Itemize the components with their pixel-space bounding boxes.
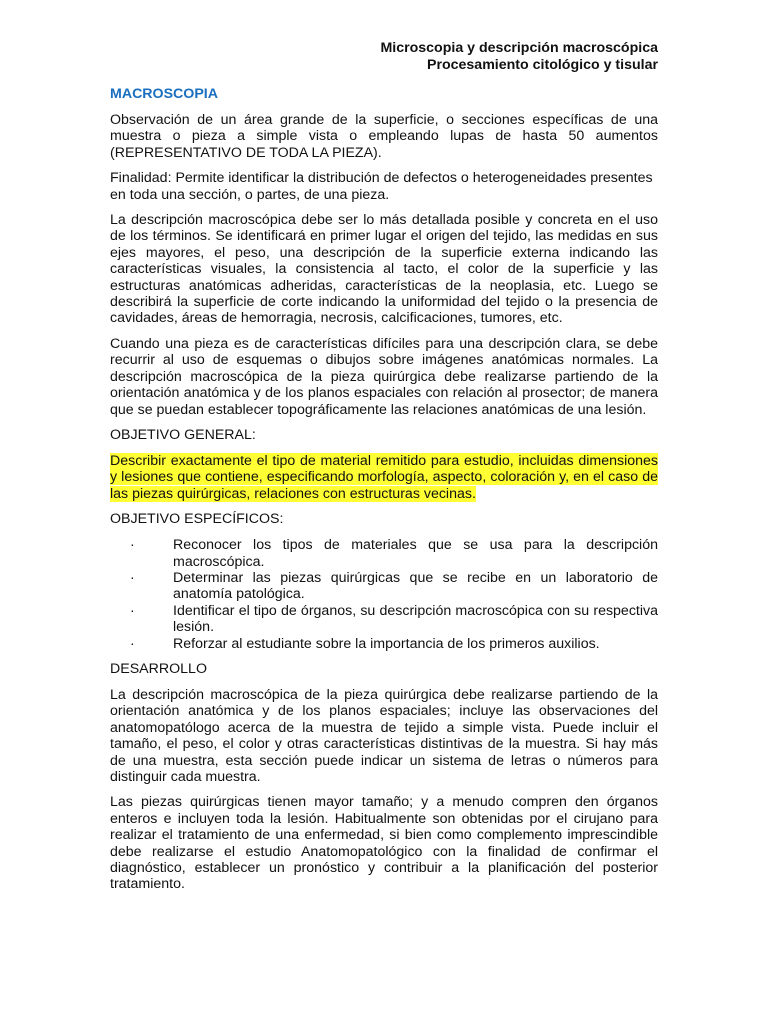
list-item-text: Reforzar al estudiante sobre la importancia de los primeros auxilios. bbox=[173, 635, 600, 652]
bullet-icon: · bbox=[130, 602, 135, 619]
list-item bbox=[110, 636, 658, 652]
list-item-text: Determinar las piezas quirúrgicas que se recibe en un laboratorio de anatomía patológica. bbox=[173, 569, 658, 603]
header-title-line-2: Procesamiento citológico y tisular bbox=[426, 57, 658, 73]
bullet-icon: · bbox=[130, 537, 135, 554]
bullet-icon: · bbox=[130, 569, 135, 586]
document-page bbox=[110, 40, 658, 902]
document-header bbox=[110, 40, 658, 74]
highlighted-text: Describir exactamente el tipo de material remitido para estudio, incluidas dimensiones y lesiones que contiene, especificando morfología, aspecto, coloración y, en el caso de las piezas quirúrgicas, relaciones con estructuras vecinas. bbox=[110, 452, 658, 502]
objetivos-especificos-heading: OBJETIVO ESPECÍFICOS: bbox=[110, 511, 284, 528]
list-item bbox=[110, 603, 658, 636]
paragraph-descripcion: La descripción macroscópica debe ser lo más detallada posible y concreta en el uso de los términos. Se identificará en primer lugar el origen del tejido, las medidas en sus ejes mayores, el peso, una descripción de la superficie externa indicando las características visuales, la consistencia al tacto, el color de la superficie y las estructuras anatómicas adheridas, características de la neoplasia, etc. Luego se describirá la superficie de corte indicando la uniformidad del tejido o la presencia de cavidades, áreas de hemorragia, necrosis, calcificaciones, tumores, etc. bbox=[110, 212, 658, 327]
objetivo-general-text bbox=[110, 453, 658, 502]
header-title-line-1: Microscopia y descripción macroscópica bbox=[380, 40, 658, 56]
paragraph-esquemas: Cuando una pieza es de características difíciles para una descripción clara, se debe recurrir al uso de esquemas o dibujos sobre imágenes anatómicas normales. La descripción macroscópica de la pieza quirúrgica debe realizarse partiendo de la orientación anatómica y de los planos espaciales con relación al prosector; de manera que se puedan establecer topográficamente las relaciones anatómicas de una lesión. bbox=[110, 335, 658, 418]
list-item bbox=[110, 570, 658, 603]
section-title: MACROSCOPIA bbox=[110, 86, 218, 102]
objetivos-especificos-list bbox=[110, 537, 658, 652]
paragraph-definition: Observación de un área grande de la superficie, o secciones específicas de una muestra o pieza a simple vista o empleando lupas de hasta 50 aumentos (REPRESENTATIVO DE TODA LA PIEZA). bbox=[110, 112, 658, 161]
paragraph-desarrollo-1: La descripción macroscópica de la pieza quirúrgica debe realizarse partiendo de la orientación anatómica y de los planos espaciales; incluye las observaciones del anatomopatólogo acerca de la muestra de tejido a simple vista. Puede incluir el tamaño, el peso, el color y otras características distintivas de la muestra. Si hay más de una muestra, esta sección puede indicar un sistema de letras o números para distinguir cada muestra. bbox=[110, 686, 658, 785]
list-item-text: Identificar el tipo de órganos, su descripción macroscópica con su respectiva lesión. bbox=[173, 602, 658, 636]
paragraph-desarrollo-2: Las piezas quirúrgicas tienen mayor tamaño; y a menudo compren den órganos enteros e incluyen toda la lesión. Habitualmente son obtenidas por el cirujano para realizar el tratamiento de una enfermedad, si bien como complemento imprescindible debe realizarse el estudio Anatomopatológico con la finalidad de confirmar el diagnóstico, establecer un pronóstico y contribuir a la planificación del posterior tratamiento. bbox=[110, 794, 658, 893]
list-item bbox=[110, 537, 658, 570]
desarrollo-heading: DESARROLLO bbox=[110, 660, 207, 677]
paragraph-finalidad: Finalidad: Permite identificar la distribución de defectos o heterogeneidades presentes en toda una sección, o partes, de una pieza. bbox=[110, 170, 653, 203]
bullet-icon: · bbox=[130, 635, 135, 652]
list-item-text: Reconocer los tipos de materiales que se usa para la descripción macroscópica. bbox=[173, 537, 658, 570]
objetivo-general-heading: OBJETIVO GENERAL: bbox=[110, 426, 256, 443]
